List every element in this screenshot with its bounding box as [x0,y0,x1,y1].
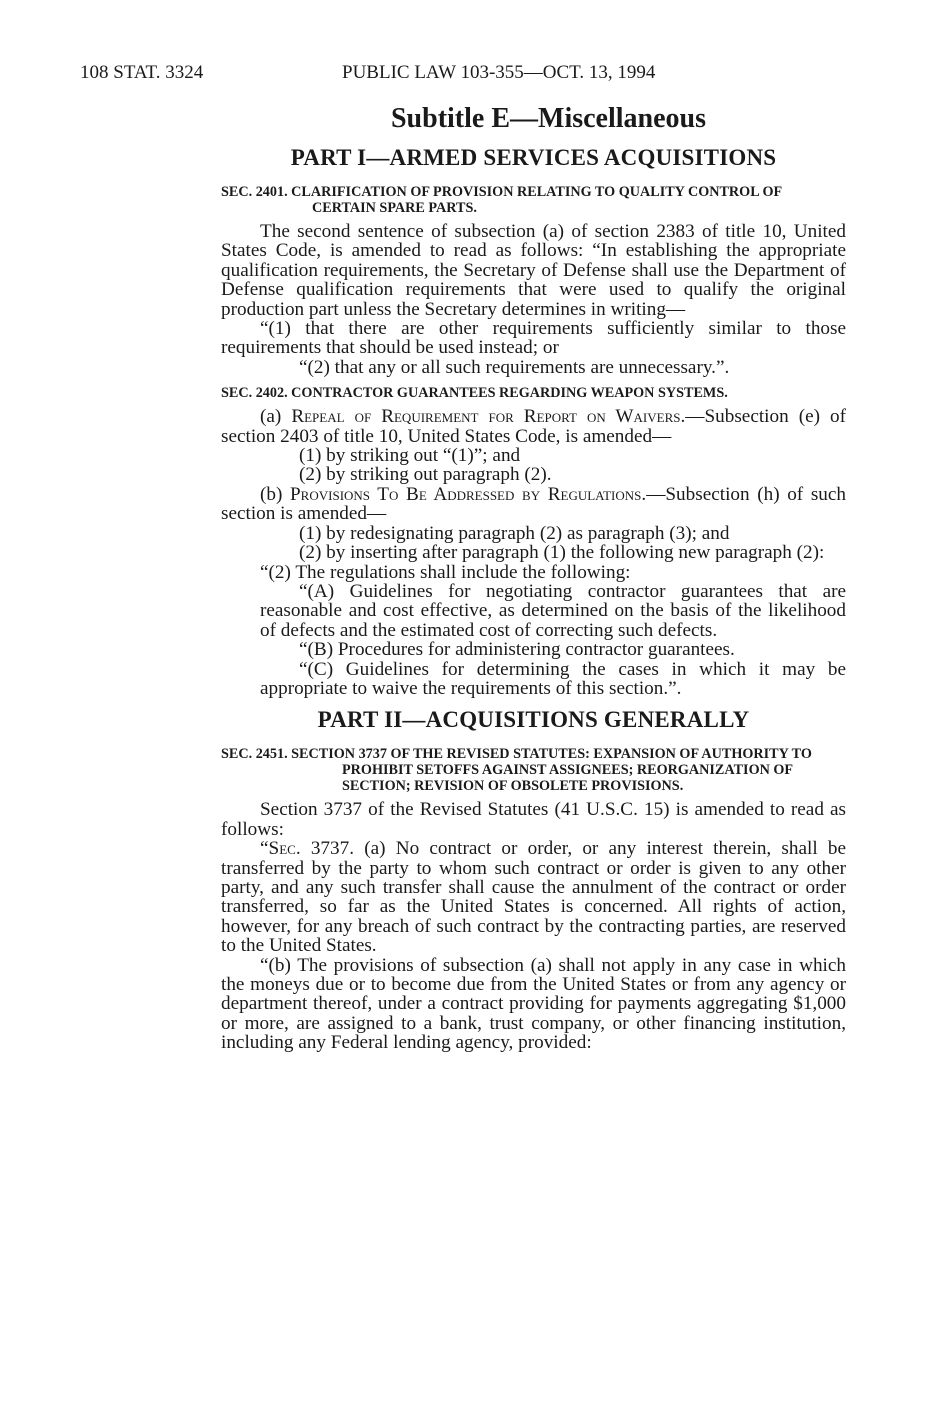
sec-2401-heading: SEC. 2401. CLARIFICATION OF PROVISION RELATING TO QUALITY CONTROL OF CERTAIN SPARE PARTS. [221,184,782,216]
subsection-a-body: 3737. (a) No contract or order, or any interest therein, shall be transferred by the party to whom such contract or order is given to any other party, and any such transfer shall cause the annulment of the contract or order transferred, so far as the United States is concerned. All rights of action, however, for any breach of such contract by the contracting parties, are reserved to the United States. [221,838,846,957]
new-paragraph-B: “(B) Procedures for administering contractor guarantees. [299,639,735,661]
subsection-a-caption: Repeal of Requirement for Report on Waivers. [291,406,686,428]
open-quote: “ [260,838,269,860]
sec-2451-intro: Section 3737 of the Revised Statutes (41 U.S.C. 15) is amended to read as follows: [221,799,846,840]
part-1-heading: PART I—ARMED SERVICES ACQUISITIONS [290,145,777,170]
subtitle-heading: Subtitle E—Miscellaneous [390,103,706,134]
page-body [221,102,846,1053]
subsection-a-label: (a) [260,406,292,428]
sec-abbrev: Sec. [268,838,301,860]
part-2-heading: PART II—ACQUISITIONS GENERALLY [317,707,750,733]
sec-2401-item-2: “(2) that any or all such requirements are unnecessary.”. [299,356,730,378]
subsection-a-item-2: (2) by striking out paragraph (2). [299,464,552,486]
subsection-b-item-2: (2) by inserting after paragraph (1) the following new paragraph (2): [299,542,825,564]
subsection-b-label: (b) [260,483,291,505]
sec-2401-item-1: “(1) that there are other requirements sufficiently similar to those requirements that should be used instead; or [221,318,846,359]
sec-2451-heading: SEC. 2451. SECTION 3737 OF THE REVISED STATUTES: EXPANSION OF AUTHORITY TO PROHIBIT SETOFFS AGAINST ASSIGNEES; REORGANIZATION OF SECTION; REVISION OF OBSOLETE PROVISIONS. [221,746,812,795]
sec-2402-subsection-a [221,407,846,446]
subsection-b-text: —Subsection (h) of such section is amended— [221,483,846,525]
subsection-b-caption: Provisions To Be Addressed by Regulations. [290,483,647,505]
new-paragraph-2: “(2) The regulations shall include the following: [260,561,631,583]
new-paragraph-A: “(A) Guidelines for negotiating contractor guarantees that are reasonable and cost effective, as determined on the basis of the likelihood of defects and the estimated cost of correcting such defects. [260,580,846,641]
public-law-citation: PUBLIC LAW 103-355—OCT. 13, 1994 [342,62,656,83]
subsection-a-text: —Subsection (e) of section 2403 of title 10, United States Code, is amended— [221,406,846,447]
subsection-b-item-1: (1) by redesignating paragraph (2) as paragraph (3); and [299,522,730,544]
subsection-a-item-1: (1) by striking out “(1)”; and [299,445,521,467]
sec-2402-subsection-b [221,485,846,524]
sec-2402-heading: SEC. 2402. CONTRACTOR GUARANTEES REGARDING WEAPON SYSTEMS. [221,385,728,402]
new-paragraph-C: “(C) Guidelines for determining the cases in which it may be appropriate to waive the requirements of this section.”. [260,658,846,699]
sec-3737-subsection-b: “(b) The provisions of subsection (a) shall not apply in any case in which the moneys due or to become due from the United States or from any agency or department thereof, under a contract providing for payments aggregating $1,000 or more, are assigned to a bank, trust company, or other financing institution, including any Federal lending agency, provided: [221,954,846,1054]
page-folio: 108 STAT. 3324 [80,62,204,83]
sec-3737-subsection-a [221,839,846,955]
sec-2401-intro: The second sentence of subsection (a) of section 2383 of title 10, United States Code, is amended to read as follows: “In establishing the appropriate qualification requirements, the Secretary of Defense shall use the Department of Defense qualification requirements that were used to qualify the original production part unless the Secretary determines in writing— [221,221,846,320]
